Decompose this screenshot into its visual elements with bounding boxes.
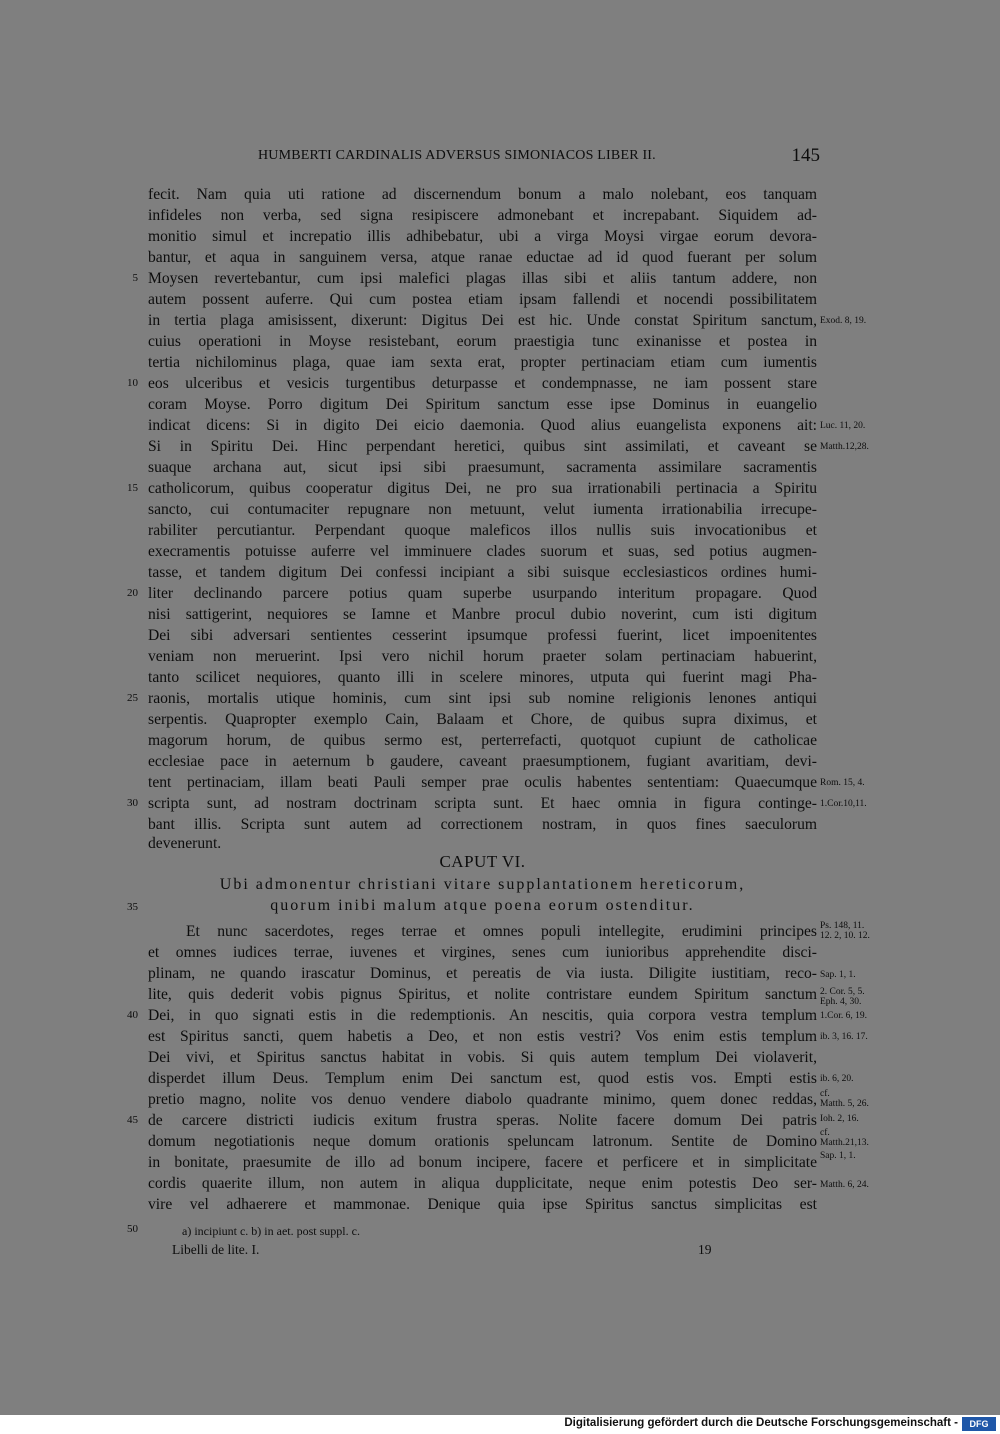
chapter-subtitle-line: quorum inibi malum atque poena eorum ostenditur. [270, 897, 695, 914]
text-line: scripta sunt, ad nostram doctrinam scripta sunt. Et haec omnia in figura continge- [148, 795, 817, 812]
line-number: 15 [127, 482, 138, 494]
text-line: coram Moyse. Porro digitum Dei Spiritum sanctum esse ipse Dominus in euangelio [148, 396, 817, 413]
text-line: lite, quis dederit vobis pignus Spiritus, et nolite contristare eundem Spiritum sanctum [148, 986, 817, 1003]
text-line: Dei sibi adversari sentientes cesserint ipsumque professi fuerint, licet impoenitentes [148, 627, 817, 644]
text-line: tertia nichilominus plaga, quae iam sexta erat, propter pertinaciam etiam cum iumentis [148, 354, 817, 371]
text-line: bant illis. Scripta sunt autem ad correctionem nostram, in quos fines saeculorum [148, 816, 817, 833]
margin-ref: ib. 3, 16. 17. [820, 1032, 868, 1042]
chapter-subtitle-line: Ubi admonentur christiani vitare supplantationem hereticorum, [219, 876, 746, 893]
margin-ref: Matth. 6, 24. [820, 1180, 869, 1190]
text-line: bantur, et aqua in sanguinem versa, atque ranae eductae ad id quod fuerant per solum [148, 249, 817, 266]
text-line: vire vel adhaerere et mammonae. Denique quia ipse Spiritus sanctus simplicitas est [148, 1196, 817, 1213]
text-line: autem possent auferre. Qui cum postea etiam ipsam fallendi et nocendi possibilitatem [148, 291, 817, 308]
text-line: eos ulceribus et vesicis turgentibus deturpasse et condempnasse, ne iam possent stare [148, 375, 817, 392]
text-line: Si in Spiritu Dei. Hinc perpendant heretici, quibus sint assimilati, et caveant se [148, 438, 817, 455]
text-line: veniam non meruerint. Ipsi vero nichil horum praeter solam pertinaciam habuerint, [148, 648, 817, 665]
text-line: catholicorum, quibus cooperatur digitus Dei, ne pro sua irrationabili pertinacia a Spiritu [148, 480, 817, 497]
text-line: fecit. Nam quia uti ratione ad discernendum bonum a malo nolebant, eos tanquam [148, 186, 817, 203]
margin-ref: cf. Matth. 5, 26. [820, 1089, 869, 1109]
line-number: 30 [127, 797, 138, 809]
line-number: 45 [127, 1114, 138, 1126]
margin-ref: Ps. 148, 11. 12. 2, 10. 12. [820, 921, 870, 941]
line-number: 25 [127, 692, 138, 704]
line-number: 40 [127, 1009, 138, 1021]
text-line: nisi sattigerint, nequiores se Iamne et Manbre procul dubio noverint, cum isti digitum [148, 606, 817, 623]
margin-ref: Sap. 1, 1. [820, 970, 856, 980]
margin-ref: Matth.12,28. [820, 442, 869, 452]
text-line: et omnes iudices terrae, iuvenes et virgines, senes cum iunioribus apprehendite disci- [148, 944, 817, 961]
line-number: 35 [127, 901, 138, 913]
margin-ref: ib. 6, 20. [820, 1074, 854, 1084]
margin-ref: Exod. 8, 19. [820, 316, 867, 326]
margin-ref: cf. Matth.21,13. [820, 1128, 869, 1148]
text-line: devenerunt. [148, 835, 222, 852]
line-number: 20 [127, 587, 138, 599]
text-line: Et nunc sacerdotes, reges terrae et omnes populi intellegite, erudimini principes [186, 923, 817, 940]
footnote: a) incipiunt c. b) in aet. post suppl. c. [182, 1224, 360, 1238]
credit-bar [0, 1415, 1000, 1434]
margin-ref: 2. Cor. 5, 5. Eph. 4, 30. [820, 987, 865, 1007]
text-line: infideles non verba, sed signa resipiscere admonebant et increpabant. Siquidem ad- [148, 207, 817, 224]
text-line: monitio simul et increpatio illis adhibebatur, ubi a virga Moysi virgae eorum devora- [148, 228, 817, 245]
text-line: indicat dicens: Si in digito Dei eicio daemonia. Quod alius euangelista exponens ait: [148, 417, 817, 434]
chapter-title: CAPUT VI. [439, 852, 526, 871]
margin-ref: Ioh. 2, 16. [820, 1114, 859, 1124]
text-line: tanto scilicet nequiores, quanto illi in scelere minores, utputa qui fuerint magi Pha- [148, 669, 817, 686]
text-line: Moysen revertebantur, cum ipsi malefici plagas illas sibi et aliis tantum addere, non [148, 270, 817, 287]
text-line: Dei, in quo signati estis in die redemptionis. An nescitis, quia corpora vestra templum [148, 1007, 817, 1024]
text-line: suaque archana aut, sicut ipsi sibi praesumunt, sacramenta assimilare sacramentis [148, 459, 817, 476]
margin-ref: 1.Cor.10,11. [820, 799, 867, 809]
text-line: execramentis potuisse auferre vel imminuere clades suorum et suas, sed potius augmen- [148, 543, 817, 560]
text-line: est Spiritus sancti, quem habetis a Deo, et non estis vestri? Vos enim estis templum [148, 1028, 817, 1045]
text-line: cuius operationi in Moyse resistebant, eorum praestigia tunc exinanisse et postea in [148, 333, 817, 350]
dfg-logo-icon: DFG [962, 1417, 996, 1431]
text-line: cordis quaerite illum, non autem in aliqua dupplicitate, neque enim potestis Deo ser- [148, 1175, 817, 1192]
text-line: in bonitate, praesumite de illo ad bonum incipere, facere et perficere et in simplicitate [148, 1154, 817, 1171]
text-line: serpentis. Quapropter exemplo Cain, Balaam et Chore, de quibus supra diximus, et [148, 711, 817, 728]
text-line: tent pertinaciam, illam beati Pauli semper prae oculis habentes sententiam: Quaecumque [148, 774, 817, 791]
margin-ref: 1.Cor. 6, 19. [820, 1011, 867, 1021]
text-line: disperdet illum Deus. Templum enim Dei sanctum est, quod estis vos. Empti estis [148, 1070, 817, 1087]
footer-signature: 19 [698, 1242, 712, 1257]
margin-ref: Sap. 1, 1. [820, 1151, 856, 1161]
text-line: liter declinando parcere potius quam superbe usurpando interitum propagare. Quod [148, 585, 817, 602]
text-line: tasse, et tandem digitum Dei confessi incipiant a sibi suisque ecclesiasticos ordines humi- [148, 564, 817, 581]
text-line: ecclesiae pace in aeternum b gaudere, caveant praesumptionem, fugiant avaritiam, devi- [148, 753, 817, 770]
text-line: Dei vivi, et Spiritus sanctus habitat in vobis. Si quis autem templum Dei violaverit, [148, 1049, 817, 1066]
page-header [258, 146, 820, 168]
text-line: plinam, ne quando irascatur Dominus, et pereatis de via iusta. Diligite iustitiam, reco- [148, 965, 817, 982]
line-number: 5 [132, 272, 138, 284]
line-number: 50 [127, 1223, 138, 1235]
text-line: sancto, cui contumaciter repugnare non metuunt, velut iumenta irrationabilia irrecupe- [148, 501, 817, 518]
line-number: 10 [127, 377, 138, 389]
running-head: HUMBERTI CARDINALIS ADVERSUS SIMONIACOS LIBER II. [258, 148, 656, 163]
text-line: pretio magno, nolite vos denuo vendere diabolo quadrante minimo, quem donec reddas, [148, 1091, 817, 1108]
page-number: 145 [791, 145, 820, 166]
margin-ref: Rom. 15, 4. [820, 778, 865, 788]
text-line: magorum horum, de quibus sermo est, perterrefacti, quotquot cupiunt de catholicae [148, 732, 817, 749]
text-line: raonis, mortalis utique hominis, cum sint ipsi sub nomine religionis lenones antiqui [148, 690, 817, 707]
funding-credit: Digitalisierung gefördert durch die Deutsche Forschungsgemeinschaft - [564, 1417, 958, 1429]
text-line: domum negotiationis neque domum orationis speluncam latronum. Sentite de Domino [148, 1133, 817, 1150]
margin-ref: Luc. 11, 20. [820, 421, 866, 431]
text-line: rabiliter percutiantur. Perpendant quoque maleficos illos nullis suis invocationibus et [148, 522, 817, 539]
text-line: de carcere districti iudicis exitum frustra speras. Nolite facere domum Dei patris [148, 1112, 817, 1129]
footer-book-title: Libelli de lite. I. [172, 1242, 260, 1257]
text-line: in tertia plaga amisissent, dixerunt: Digitus Dei est hic. Unde constat Spiritum sanctum, [148, 312, 817, 329]
